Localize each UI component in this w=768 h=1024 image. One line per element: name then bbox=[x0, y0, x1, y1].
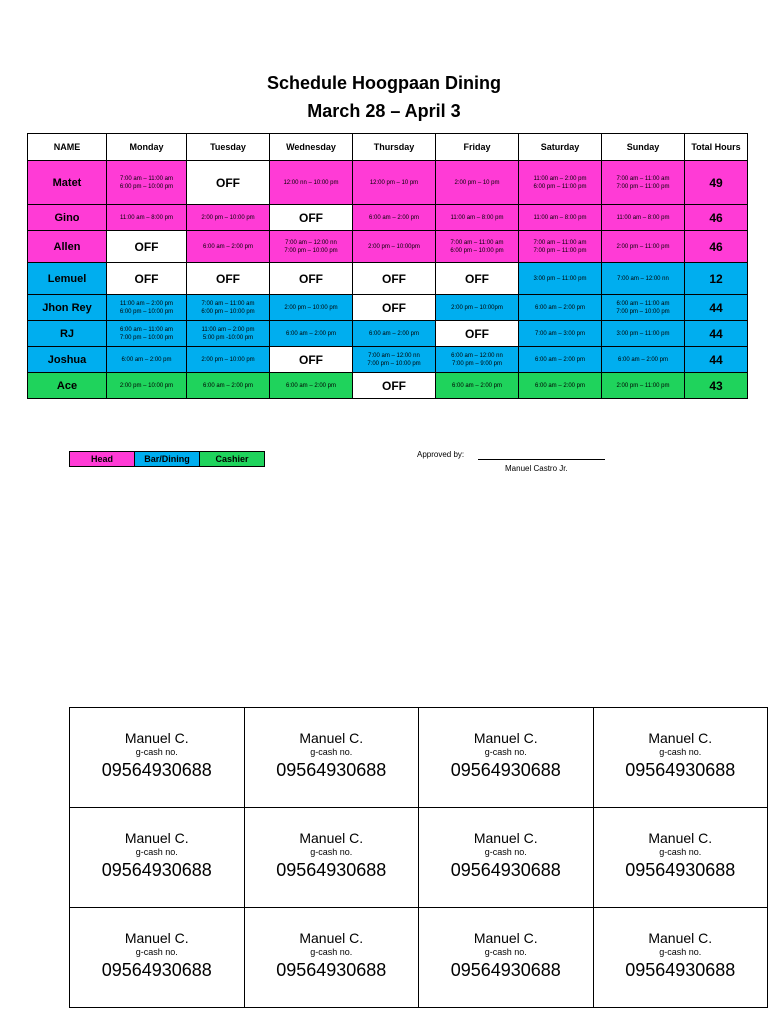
shift-cell: 7:00 am – 11:00 am 6:00 pm – 10:00 pm bbox=[436, 231, 519, 263]
total-hours: 44 bbox=[685, 321, 748, 347]
shift-cell: 2:00 pm – 10:00 pm bbox=[187, 347, 270, 373]
column-header: Total Hours bbox=[685, 134, 748, 161]
shift-cell: OFF bbox=[107, 263, 187, 295]
schedule-row bbox=[28, 321, 748, 347]
shift-cell: OFF bbox=[436, 321, 519, 347]
shift-cell: 6:00 am – 2:00 pm bbox=[187, 231, 270, 263]
shift-cell: 6:00 am – 11:00 am 7:00 pm – 10:00 pm bbox=[602, 295, 685, 321]
total-hours: 46 bbox=[685, 231, 748, 263]
card-name: Manuel C. bbox=[124, 930, 189, 946]
column-header: Thursday bbox=[353, 134, 436, 161]
legend-item: Head bbox=[70, 452, 135, 466]
shift-cell: 7:00 am – 12:00 nn bbox=[602, 263, 685, 295]
approved-by-label: Approved by: bbox=[417, 450, 465, 459]
card-label: g-cash no. bbox=[310, 847, 353, 857]
shift-cell: 6:00 am – 2:00 pm bbox=[353, 321, 436, 347]
gcash-card bbox=[70, 708, 245, 808]
card-name: Manuel C. bbox=[648, 830, 713, 846]
column-header: Tuesday bbox=[187, 134, 270, 161]
total-hours: 12 bbox=[685, 263, 748, 295]
shift-cell: 2:00 pm – 11:00 pm bbox=[602, 373, 685, 399]
schedule-date-range: March 28 – April 3 bbox=[307, 101, 461, 121]
shift-cell: 6:00 am – 2:00 pm bbox=[353, 205, 436, 231]
card-label: g-cash no. bbox=[484, 747, 527, 757]
card-name: Manuel C. bbox=[124, 830, 189, 846]
card-label: g-cash no. bbox=[310, 747, 353, 757]
card-name: Manuel C. bbox=[124, 730, 189, 746]
gcash-card-grid bbox=[69, 707, 768, 1008]
shift-cell: 7:00 am – 11:00 am 7:00 pm – 11:00 pm bbox=[602, 161, 685, 205]
gcash-card bbox=[593, 708, 768, 808]
approver-name: Manuel Castro Jr. bbox=[505, 464, 568, 473]
shift-cell: 6:00 am – 2:00 pm bbox=[436, 373, 519, 399]
card-number: 09564930688 bbox=[276, 760, 387, 780]
schedule-header-row bbox=[28, 134, 748, 161]
card-number: 09564930688 bbox=[101, 860, 212, 880]
shift-cell: OFF bbox=[270, 263, 353, 295]
card-name: Manuel C. bbox=[299, 830, 364, 846]
shift-cell: OFF bbox=[187, 161, 270, 205]
shift-cell: 11:00 am – 8:00 pm bbox=[602, 205, 685, 231]
employee-name: Matet bbox=[28, 161, 107, 205]
shift-cell: 7:00 am – 12:00 nn 7:00 pm – 10:00 pm bbox=[270, 231, 353, 263]
shift-cell: 11:00 am – 2:00 pm 6:00 pm – 11:00 pm bbox=[519, 161, 602, 205]
card-number: 09564930688 bbox=[101, 760, 212, 780]
schedule-row bbox=[28, 373, 748, 399]
schedule-row bbox=[28, 161, 748, 205]
shift-cell: 2:00 pm – 10:00pm bbox=[436, 295, 519, 321]
column-header: NAME bbox=[28, 134, 107, 161]
employee-name: Joshua bbox=[28, 347, 107, 373]
card-label: g-cash no. bbox=[484, 847, 527, 857]
column-header: Monday bbox=[107, 134, 187, 161]
column-header: Wednesday bbox=[270, 134, 353, 161]
gcash-card bbox=[419, 808, 594, 908]
shift-cell: OFF bbox=[436, 263, 519, 295]
employee-name: Ace bbox=[28, 373, 107, 399]
shift-cell: 6:00 am – 12:00 nn 7:00 pm – 9:00 pm bbox=[436, 347, 519, 373]
gcash-card bbox=[244, 808, 419, 908]
shift-cell: 6:00 am – 2:00 pm bbox=[519, 373, 602, 399]
schedule-table bbox=[27, 133, 748, 399]
column-header: Saturday bbox=[519, 134, 602, 161]
card-label: g-cash no. bbox=[310, 947, 353, 957]
gcash-card bbox=[70, 908, 245, 1008]
card-number: 09564930688 bbox=[101, 960, 212, 980]
schedule-row bbox=[28, 231, 748, 263]
card-name: Manuel C. bbox=[299, 730, 364, 746]
signature-line bbox=[478, 459, 605, 460]
card-number: 09564930688 bbox=[450, 860, 561, 880]
card-name: Manuel C. bbox=[299, 930, 364, 946]
legend-item: Bar/Dining bbox=[135, 452, 200, 466]
gcash-card bbox=[419, 708, 594, 808]
shift-cell: 2:00 pm – 10:00 pm bbox=[270, 295, 353, 321]
employee-name: RJ bbox=[28, 321, 107, 347]
gcash-card bbox=[593, 908, 768, 1008]
shift-cell: 6:00 am – 2:00 pm bbox=[270, 373, 353, 399]
card-name: Manuel C. bbox=[473, 830, 538, 846]
shift-cell: 11:00 am – 2:00 pm 6:00 pm – 10:00 pm bbox=[107, 295, 187, 321]
gcash-card bbox=[244, 708, 419, 808]
gcash-card bbox=[70, 808, 245, 908]
shift-cell: 3:00 pm – 11:00 pm bbox=[602, 321, 685, 347]
total-hours: 46 bbox=[685, 205, 748, 231]
legend-item: Cashier bbox=[200, 452, 264, 466]
shift-cell: 2:00 pm – 11:00 pm bbox=[602, 231, 685, 263]
total-hours: 44 bbox=[685, 347, 748, 373]
shift-cell: 2:00 pm – 10:00pm bbox=[353, 231, 436, 263]
card-number: 09564930688 bbox=[625, 860, 736, 880]
shift-cell: 6:00 am – 2:00 pm bbox=[519, 347, 602, 373]
schedule-row bbox=[28, 205, 748, 231]
shift-cell: OFF bbox=[107, 231, 187, 263]
shift-cell: 11:00 am – 8:00 pm bbox=[519, 205, 602, 231]
card-label: g-cash no. bbox=[135, 947, 178, 957]
schedule-title: Schedule Hoogpaan Dining bbox=[266, 73, 501, 93]
employee-name: Gino bbox=[28, 205, 107, 231]
employee-name: Jhon Rey bbox=[28, 295, 107, 321]
shift-cell: 7:00 am – 11:00 am 6:00 pm – 10:00 pm bbox=[187, 295, 270, 321]
shift-cell: 7:00 am – 11:00 am 6:00 pm – 10:00 pm bbox=[107, 161, 187, 205]
card-label: g-cash no. bbox=[484, 947, 527, 957]
card-label: g-cash no. bbox=[659, 747, 702, 757]
shift-cell: OFF bbox=[270, 347, 353, 373]
shift-cell: 11:00 am – 8:00 pm bbox=[436, 205, 519, 231]
shift-cell: OFF bbox=[353, 263, 436, 295]
total-hours: 43 bbox=[685, 373, 748, 399]
card-number: 09564930688 bbox=[625, 960, 736, 980]
employee-name: Allen bbox=[28, 231, 107, 263]
schedule-row bbox=[28, 347, 748, 373]
card-name: Manuel C. bbox=[648, 930, 713, 946]
role-legend bbox=[69, 451, 265, 467]
shift-cell: 11:00 am – 2:00 pm 5:00 pm -10:00 pm bbox=[187, 321, 270, 347]
shift-cell: 12:00 nn – 10:00 pm bbox=[270, 161, 353, 205]
card-number: 09564930688 bbox=[276, 960, 387, 980]
shift-cell: 7:00 am – 12:00 nn 7:00 pm – 10:00 pm bbox=[353, 347, 436, 373]
schedule-row bbox=[28, 263, 748, 295]
shift-cell: OFF bbox=[270, 205, 353, 231]
shift-cell: 6:00 am – 2:00 pm bbox=[270, 321, 353, 347]
card-number: 09564930688 bbox=[450, 760, 561, 780]
column-header: Friday bbox=[436, 134, 519, 161]
gcash-card bbox=[419, 908, 594, 1008]
shift-cell: 6:00 am – 2:00 pm bbox=[602, 347, 685, 373]
total-hours: 44 bbox=[685, 295, 748, 321]
shift-cell: 7:00 am – 3:00 pm bbox=[519, 321, 602, 347]
card-name: Manuel C. bbox=[473, 930, 538, 946]
shift-cell: 7:00 am – 11:00 am 7:00 pm – 11:00 pm bbox=[519, 231, 602, 263]
shift-cell: 6:00 am – 2:00 pm bbox=[187, 373, 270, 399]
gcash-card bbox=[244, 908, 419, 1008]
employee-name: Lemuel bbox=[28, 263, 107, 295]
gcash-card bbox=[593, 808, 768, 908]
shift-cell: 2:00 pm – 10:00 pm bbox=[187, 205, 270, 231]
card-number: 09564930688 bbox=[625, 760, 736, 780]
shift-cell: 6:00 am – 11:00 am 7:00 pm – 10:00 pm bbox=[107, 321, 187, 347]
shift-cell: 6:00 am – 2:00 pm bbox=[107, 347, 187, 373]
shift-cell: 3:00 pm – 11:00 pm bbox=[519, 263, 602, 295]
card-name: Manuel C. bbox=[648, 730, 713, 746]
shift-cell: OFF bbox=[353, 295, 436, 321]
column-header: Sunday bbox=[602, 134, 685, 161]
total-hours: 49 bbox=[685, 161, 748, 205]
card-label: g-cash no. bbox=[659, 847, 702, 857]
shift-cell: 6:00 am – 2:00 pm bbox=[519, 295, 602, 321]
shift-cell: 2:00 pm – 10 pm bbox=[436, 161, 519, 205]
card-name: Manuel C. bbox=[473, 730, 538, 746]
card-number: 09564930688 bbox=[450, 960, 561, 980]
card-number: 09564930688 bbox=[276, 860, 387, 880]
shift-cell: OFF bbox=[187, 263, 270, 295]
card-label: g-cash no. bbox=[659, 947, 702, 957]
schedule-row bbox=[28, 295, 748, 321]
shift-cell: OFF bbox=[353, 373, 436, 399]
card-label: g-cash no. bbox=[135, 847, 178, 857]
shift-cell: 12:00 pm – 10 pm bbox=[353, 161, 436, 205]
shift-cell: 11:00 am – 8:00 pm bbox=[107, 205, 187, 231]
card-label: g-cash no. bbox=[135, 747, 178, 757]
shift-cell: 2:00 pm – 10:00 pm bbox=[107, 373, 187, 399]
